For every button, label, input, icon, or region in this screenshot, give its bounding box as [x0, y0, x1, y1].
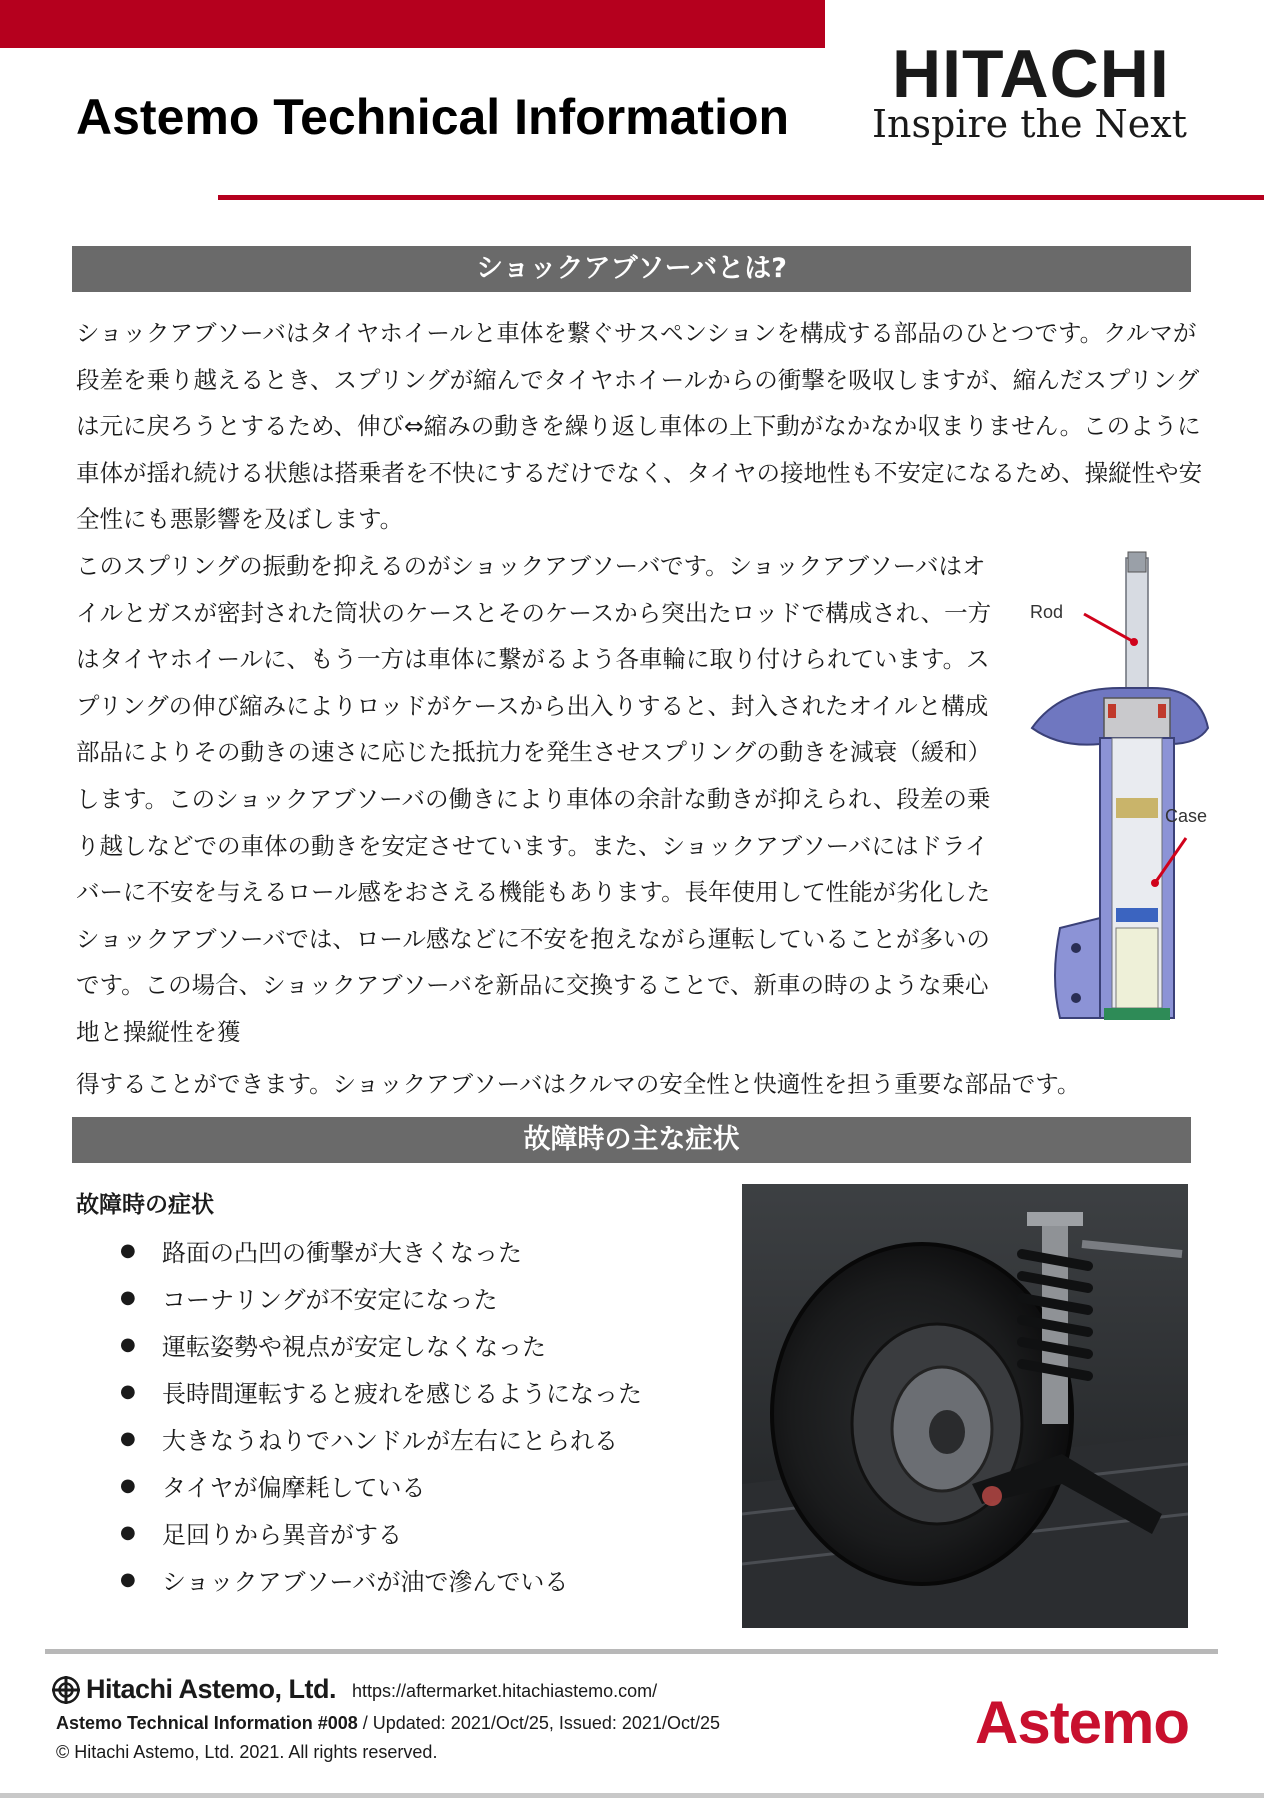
list-item: ● 運転姿勢や視点が安定しなくなった: [120, 1333, 546, 1361]
bullet-icon: ●: [120, 1428, 136, 1449]
symptoms-subheading: 故障時の症状: [76, 1192, 214, 1218]
list-item: ● 長時間運転すると疲れを感じるようになった: [120, 1380, 642, 1408]
footer-divider: [45, 1649, 1218, 1654]
shock-absorber-diagram: [1020, 548, 1220, 1048]
bullet-icon: ●: [120, 1522, 136, 1543]
list-item: ● タイヤが偏摩耗している: [120, 1474, 426, 1502]
logo-tagline: Inspire the Next: [872, 102, 1187, 146]
hitachi-logo: [860, 36, 1230, 150]
footer-company: [52, 1674, 657, 1705]
hitachi-mark-icon: [52, 1676, 80, 1704]
bullet-icon: ●: [120, 1287, 136, 1308]
astemo-logo: Astemo: [975, 1689, 1190, 1756]
footer-company-name: Hitachi Astemo, Ltd.: [86, 1674, 337, 1704]
bullet-icon: ●: [120, 1240, 136, 1261]
list-item: ● 路面の凸凹の衝撃が大きくなった: [120, 1239, 522, 1267]
function-paragraph: このスプリングの振動を抑えるのがショックアブソーバです。ショックアブソーバはオイルとガスが密封された筒状のケースとそのケースから突出たロッドで構成され、一方はタイヤホイールに、もう一方は車体に繋がるよう各車輪に取り付けられています。スプリングの伸び縮みによりロッドがケースから出入りすると、封入されたオイルと構成部品によりその動きの速さに応じた抵抗力を発生させスプリングの動きを減衰（緩和）します。このショックアブソーバの働きにより車体の余計な動きが抑えられ、段差の乗り越しなどでの車体の動きを安定させています。また、ショックアブソーバにはドライバーに不安を与えるロール感をおさえる機能もあります。長年使用して性能が劣化したショックアブソーバでは、ロール感などに不安を抱えながら運転していることが多いのです。この場合、ショックアブソーバを新品に交換することで、新車の時のような乗心地と操縦性を獲: [76, 552, 992, 1046]
footer-copyright: © Hitachi Astemo, Ltd. 2021. All rights reserved.: [56, 1742, 438, 1762]
list-item: ● コーナリングが不安定になった: [120, 1286, 498, 1314]
footer-doc-info: [56, 1713, 720, 1734]
section-heading-what-is: ショックアブソーバとは?: [72, 246, 1191, 292]
rod-label: Rod: [1030, 602, 1064, 622]
footer-doc-number: Astemo Technical Information #008: [56, 1713, 358, 1733]
footer-url-link[interactable]: https://aftermarket.hitachiastemo.com/: [352, 1681, 658, 1701]
suspension-photo: [742, 1184, 1188, 1628]
list-item: ● ショックアブソーバが油で滲んでいる: [120, 1568, 569, 1596]
section-heading-symptoms: 故障時の主な症状: [72, 1117, 1191, 1163]
bullet-icon: ●: [120, 1475, 136, 1496]
page-bottom-rule: [0, 1793, 1264, 1798]
bullet-icon: ●: [120, 1569, 136, 1590]
symptom-list: [120, 1227, 642, 1603]
bullet-icon: ●: [120, 1381, 136, 1402]
intro-paragraph: ショックアブソーバはタイヤホイールと車体を繋ぐサスペンションを構成する部品のひとつです。クルマが段差を乗り越えるとき、スプリングが縮んでタイヤホイールからの衝撃を吸収しますが、縮んだスプリングは元に戻ろうとするため、伸び⇔縮みの動きを繰り返し車体の上下動がなかなか収まりません。このように車体が揺れ続ける状態は搭乗者を不快にするだけでなく、タイヤの接地性も不安定になるため、操縦性や安全性にも悪影響を及ぼします。: [76, 319, 1203, 534]
list-item: ● 足回りから異音がする: [120, 1521, 402, 1549]
header-red-bar: [0, 0, 825, 48]
function-paragraph-end: 得することができます。ショックアブソーバはクルマの安全性と快適性を担う重要な部品です。: [76, 1070, 1081, 1098]
bullet-icon: ●: [120, 1334, 136, 1355]
logo-brand-text: HITACHI: [892, 36, 1170, 112]
footer-dates: / Updated: 2021/Oct/25, Issued: 2021/Oct/25: [357, 1713, 720, 1733]
list-item: ● 大きなうねりでハンドルが左右にとられる: [120, 1427, 618, 1455]
header-divider: [218, 195, 1264, 200]
page-title: Astemo Technical Information: [76, 89, 790, 145]
case-label: Case: [1165, 806, 1208, 826]
